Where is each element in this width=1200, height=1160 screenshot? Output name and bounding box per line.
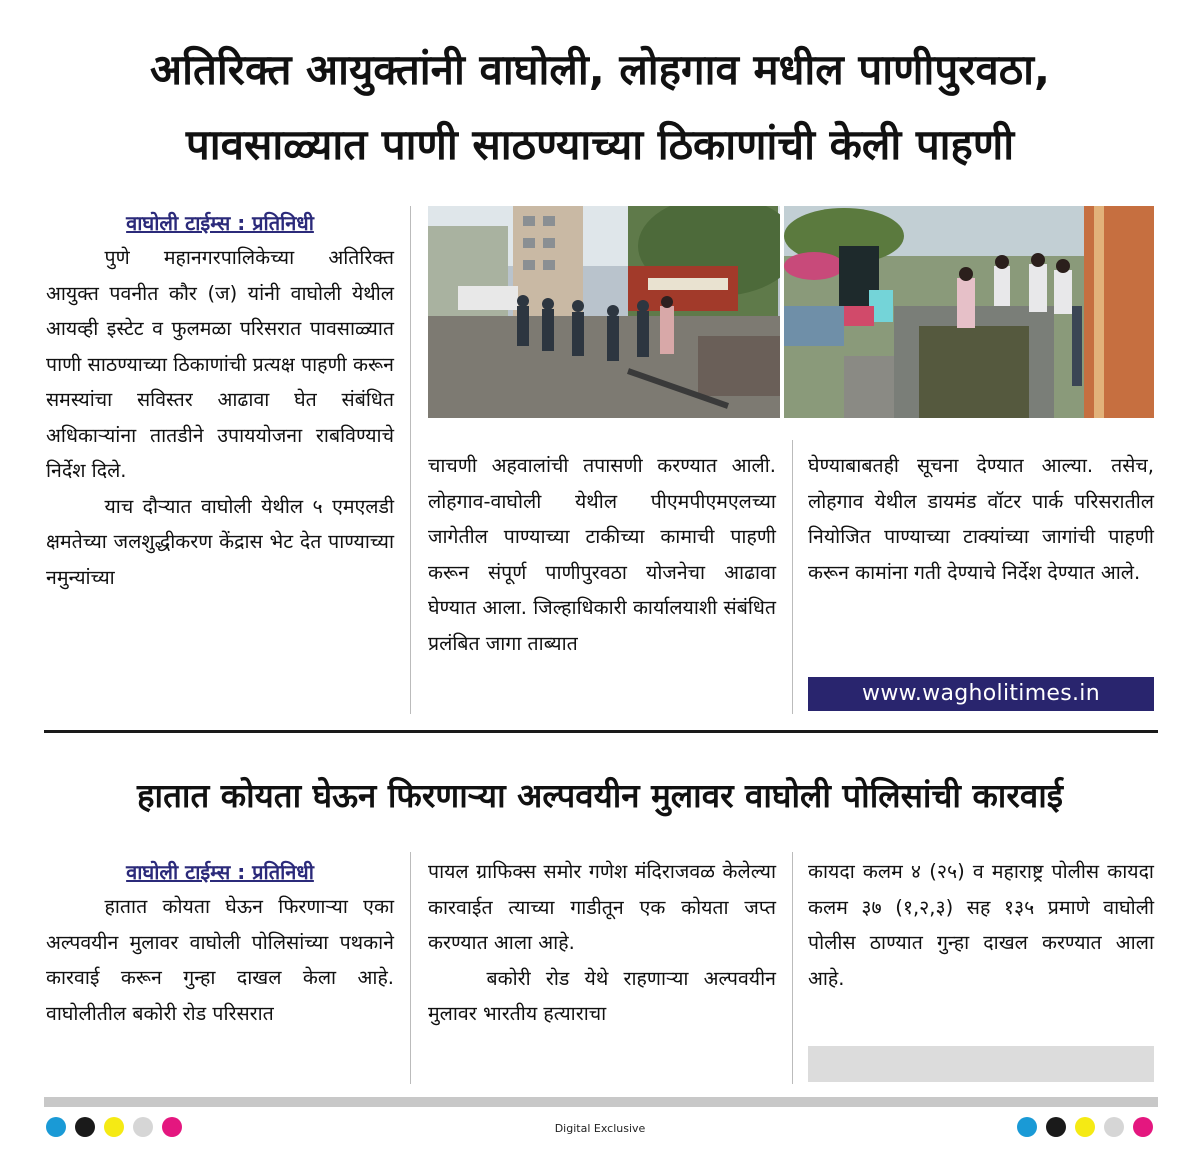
color-registration-marks-right	[1017, 1117, 1153, 1137]
inspection-photo-tank	[784, 206, 1154, 418]
article1-headline-line1: अतिरिक्त आयुक्तांनी वाघोली, लोहगाव मधील पाणीपुरवठा,	[150, 45, 1050, 94]
article2-column-2	[428, 854, 776, 1032]
article2-col2-para1: पायल ग्राफिक्स समोर गणेश मंदिराजवळ केलेल्या कारवाईत त्याच्या गाडीतून एक कोयता जप्त करण्यात आला आहे.	[428, 860, 776, 954]
column-divider	[410, 852, 411, 1084]
article2-column-3	[808, 854, 1154, 996]
magenta-dot	[1133, 1117, 1153, 1137]
article1-col3-text: घेण्याबाबतही सूचना देण्यात आल्या. तसेच, लोहगाव येथील डायमंड वॉटर पार्क परिसरातील नियोजित पाण्याच्या टाक्यांच्या जागांची पाहणी करून कामांना गती देण्याचे निर्देश देण्यात आले.	[808, 454, 1154, 584]
column-divider	[410, 206, 411, 714]
footer-bar	[44, 1097, 1158, 1107]
column-divider	[792, 852, 793, 1084]
article1-col1-para2: याच दौऱ्यात वाघोली येथील ५ एमएलडी क्षमतेच्या जलशुद्धीकरण केंद्रास भेट देत पाण्याच्या नमुन्यांच्या	[46, 494, 394, 589]
article1-column-3	[808, 448, 1154, 590]
yellow-dot	[1075, 1117, 1095, 1137]
inspection-photo-street	[428, 206, 780, 418]
article-separator	[44, 730, 1158, 733]
article1-column-1	[46, 206, 394, 595]
cyan-dot	[1017, 1117, 1037, 1137]
article2-byline: वाघोली टाईम्स : प्रतिनिधी	[126, 860, 314, 884]
article1-headline-line2: पावसाळ्यात पाणी साठण्याच्या ठिकाणांची केली पाहणी	[185, 120, 1015, 169]
blank-ad-box	[808, 1046, 1154, 1082]
article1-col1-para1: पुणे महानगरपालिकेच्या अतिरिक्त आयुक्त पवनीत कौर (ज) यांनी वाघोली येथील आयव्ही इस्टेट व फुलमळा परिसरात पावसाळ्यात पाणी साठण्याच्या ठिकाणांची प्रत्यक्ष पाहणी करून समस्यांचा सविस्तर आढावा घेत संबंधित अधिकाऱ्यांना तातडीने उपाययोजना राबविण्याचे निर्देश दिले.	[46, 246, 394, 482]
black-dot	[1046, 1117, 1066, 1137]
article1-column-2	[428, 448, 776, 661]
article2-col1-text: हातात कोयता घेऊन फिरणाऱ्या एका अल्पवयीन मुलावर वाघोली पोलिसांच्या पथकाने कारवाई करून गुन्हा दाखल केला आहे. वाघोलीतील बकोरी रोड परिसरात	[46, 895, 394, 1025]
article2-col2-para2: बकोरी रोड येथे राहणाऱ्या अल्पवयीन मुलावर भारतीय हत्याराचा	[428, 966, 776, 1025]
article2-column-1	[46, 855, 394, 1031]
article1-col2-text: चाचणी अहवालांची तपासणी करण्यात आली. लोहगाव-वाघोली येथील पीएमपीएमएलच्या जागेतील पाण्याच्या टाकीच्या कामाची पाहणी करून संपूर्ण पाणीपुरवठा योजनेचा आढावा घेण्यात आला. जिल्हाधिकारी कार्यालयाशी संबंधित प्रलंबित जागा ताब्यात	[428, 454, 776, 655]
article2-col3-text: कायदा कलम ४ (२५) व महाराष्ट्र पोलीस कायदा कलम ३७ (१,२,३) सह १३५ प्रमाणे वाघोली पोलीस ठाण्यात गुन्हा दाखल करण्यात आला आहे.	[808, 860, 1154, 990]
website-banner[interactable]: www.wagholitimes.in	[808, 677, 1154, 711]
column-divider	[792, 440, 793, 714]
footer-label: Digital Exclusive	[554, 1122, 646, 1135]
grey-dot	[1104, 1117, 1124, 1137]
article2-headline: हातात कोयता घेऊन फिरणाऱ्या अल्पवयीन मुलावर वाघोली पोलिसांची कारवाई	[137, 776, 1063, 815]
article1-byline: वाघोली टाईम्स : प्रतिनिधी	[126, 211, 314, 235]
